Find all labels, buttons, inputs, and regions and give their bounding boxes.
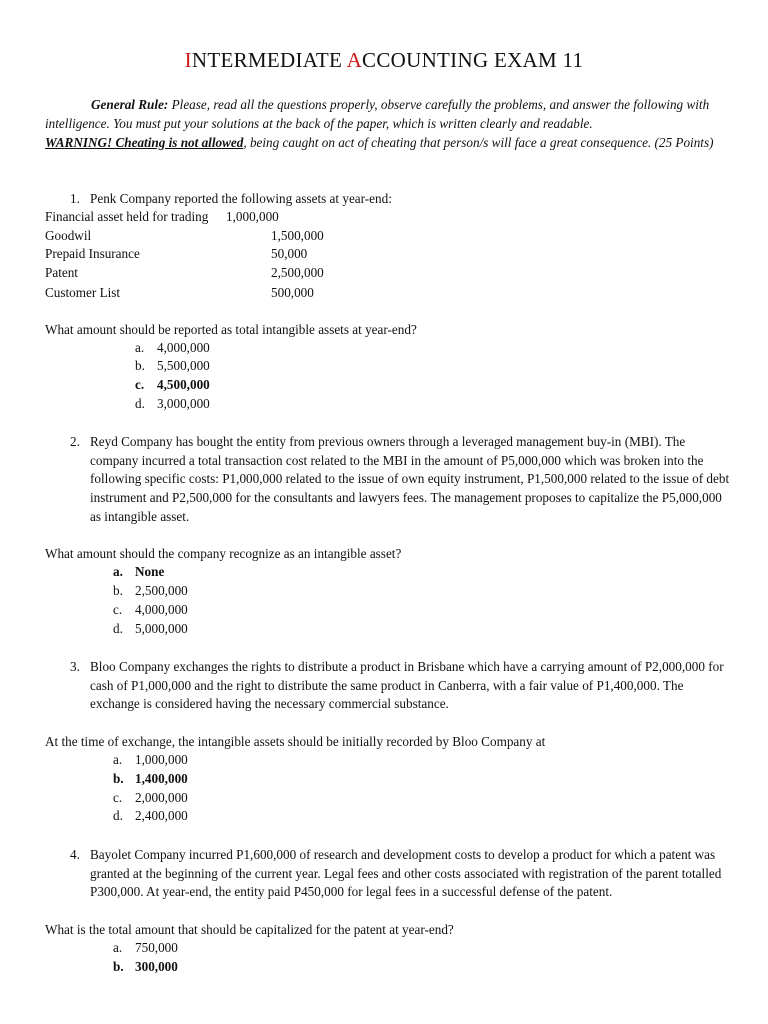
general-rule-label: General Rule: — [91, 97, 169, 112]
q2-text: Reyd Company has bought the entity from previous owners through a leveraged management buy-in (MBI). The company incurred a total transaction cost related to the MBI in the amount of P5,000,000 which was broken into the following specific costs: P1,000,000 related to the issue of own equity instrument, P1,500,000 related to the issue of debt instrument and P2,500,000 for the consultants and lawyers fees. The management proposes to capitalize the P5,000,000 as intangible asset. — [90, 434, 730, 524]
q4-number: 4. — [70, 847, 80, 862]
q2-option-c: c. 4,000,000 — [113, 602, 188, 617]
q1-item-value: 1,500,000 — [271, 228, 324, 243]
warning-text: WARNING! Cheating is not allowed — [45, 135, 244, 150]
q4-question: What is the total amount that should be capitalized for the patent at year-end? — [45, 922, 454, 937]
page-title — [0, 48, 768, 73]
q4-option-a: a. 750,000 — [113, 940, 178, 955]
warning-tail: , being caught on act of cheating that person/s will face a great consequence. (25 Points) — [243, 135, 714, 150]
q1-item-label: Patent — [45, 265, 78, 280]
q1-item-value: 500,000 — [271, 285, 314, 300]
q1-question: What amount should be reported as total intangible assets at year-end? — [45, 322, 417, 337]
q1-option-d: d. 3,000,000 — [135, 396, 210, 411]
q1-option-a: a. 4,000,000 — [135, 340, 210, 355]
q2-number: 2. — [70, 434, 80, 449]
q3-option-a: a. 1,000,000 — [113, 752, 188, 767]
q2-option-a: a. None — [113, 564, 165, 579]
q3-number: 3. — [70, 659, 80, 674]
title-part-2: CCOUNTING EXAM 11 — [362, 48, 584, 72]
title-part-1: NTERMEDIATE — [191, 48, 347, 72]
q1-item-value: 1,000,000 — [226, 209, 279, 224]
q1-item-label: Customer List — [45, 285, 121, 300]
q3-text: Bloo Company exchanges the rights to distribute a product in Brisbane which have a carrying amount of P2,000,000 for cash of P1,000,000 and the right to distribute the same product in Canberra, with a fair value of P1,400,000. The exchange is considered having the necessary commercial substance. — [90, 659, 724, 712]
q1-item-label: Prepaid Insurance — [45, 246, 140, 261]
q2-question: What amount should the company recognize as an intangible asset? — [45, 546, 402, 561]
general-rule-text: Please, read all the questions properly, observe carefully the problems, and answer the following with intelligence. You must put your solutions at the back of the paper, which is written clearly and readable. — [45, 97, 710, 131]
q1-option-c: c. 4,500,000 — [135, 377, 210, 392]
q4-text: Bayolet Company incurred P1,600,000 of research and development costs to develop a product for which a patent was granted at the beginning of the current year. Legal fees and other costs associated with registration of the parent totalled P300,000. At year-end, the entity paid P450,000 for legal fees in a successful defense of the patent. — [90, 847, 722, 900]
q1-item-label: Goodwil — [45, 228, 92, 243]
q2-option-b: b. 2,500,000 — [113, 583, 188, 598]
q1-item-label: Financial asset held for trading — [45, 209, 209, 224]
q3-option-c: c. 2,000,000 — [113, 790, 188, 805]
q3-option-b: b. 1,400,000 — [113, 771, 188, 786]
title-initial-i: I — [184, 48, 192, 72]
general-rule — [45, 95, 725, 152]
q1-option-b: b. 5,500,000 — [135, 358, 210, 373]
title-initial-a: A — [346, 48, 363, 72]
q1-text: Penk Company reported the following assets at year-end: — [90, 191, 392, 206]
q1-item-value: 2,500,000 — [271, 265, 324, 280]
q4-option-b: b. 300,000 — [113, 959, 178, 974]
q1-item-value: 50,000 — [271, 246, 308, 261]
q3-option-d: d. 2,400,000 — [113, 808, 188, 823]
q1-number: 1. — [70, 191, 80, 206]
q2-option-d: d. 5,000,000 — [113, 621, 188, 636]
q3-question: At the time of exchange, the intangible assets should be initially recorded by Bloo Company at — [45, 734, 546, 749]
